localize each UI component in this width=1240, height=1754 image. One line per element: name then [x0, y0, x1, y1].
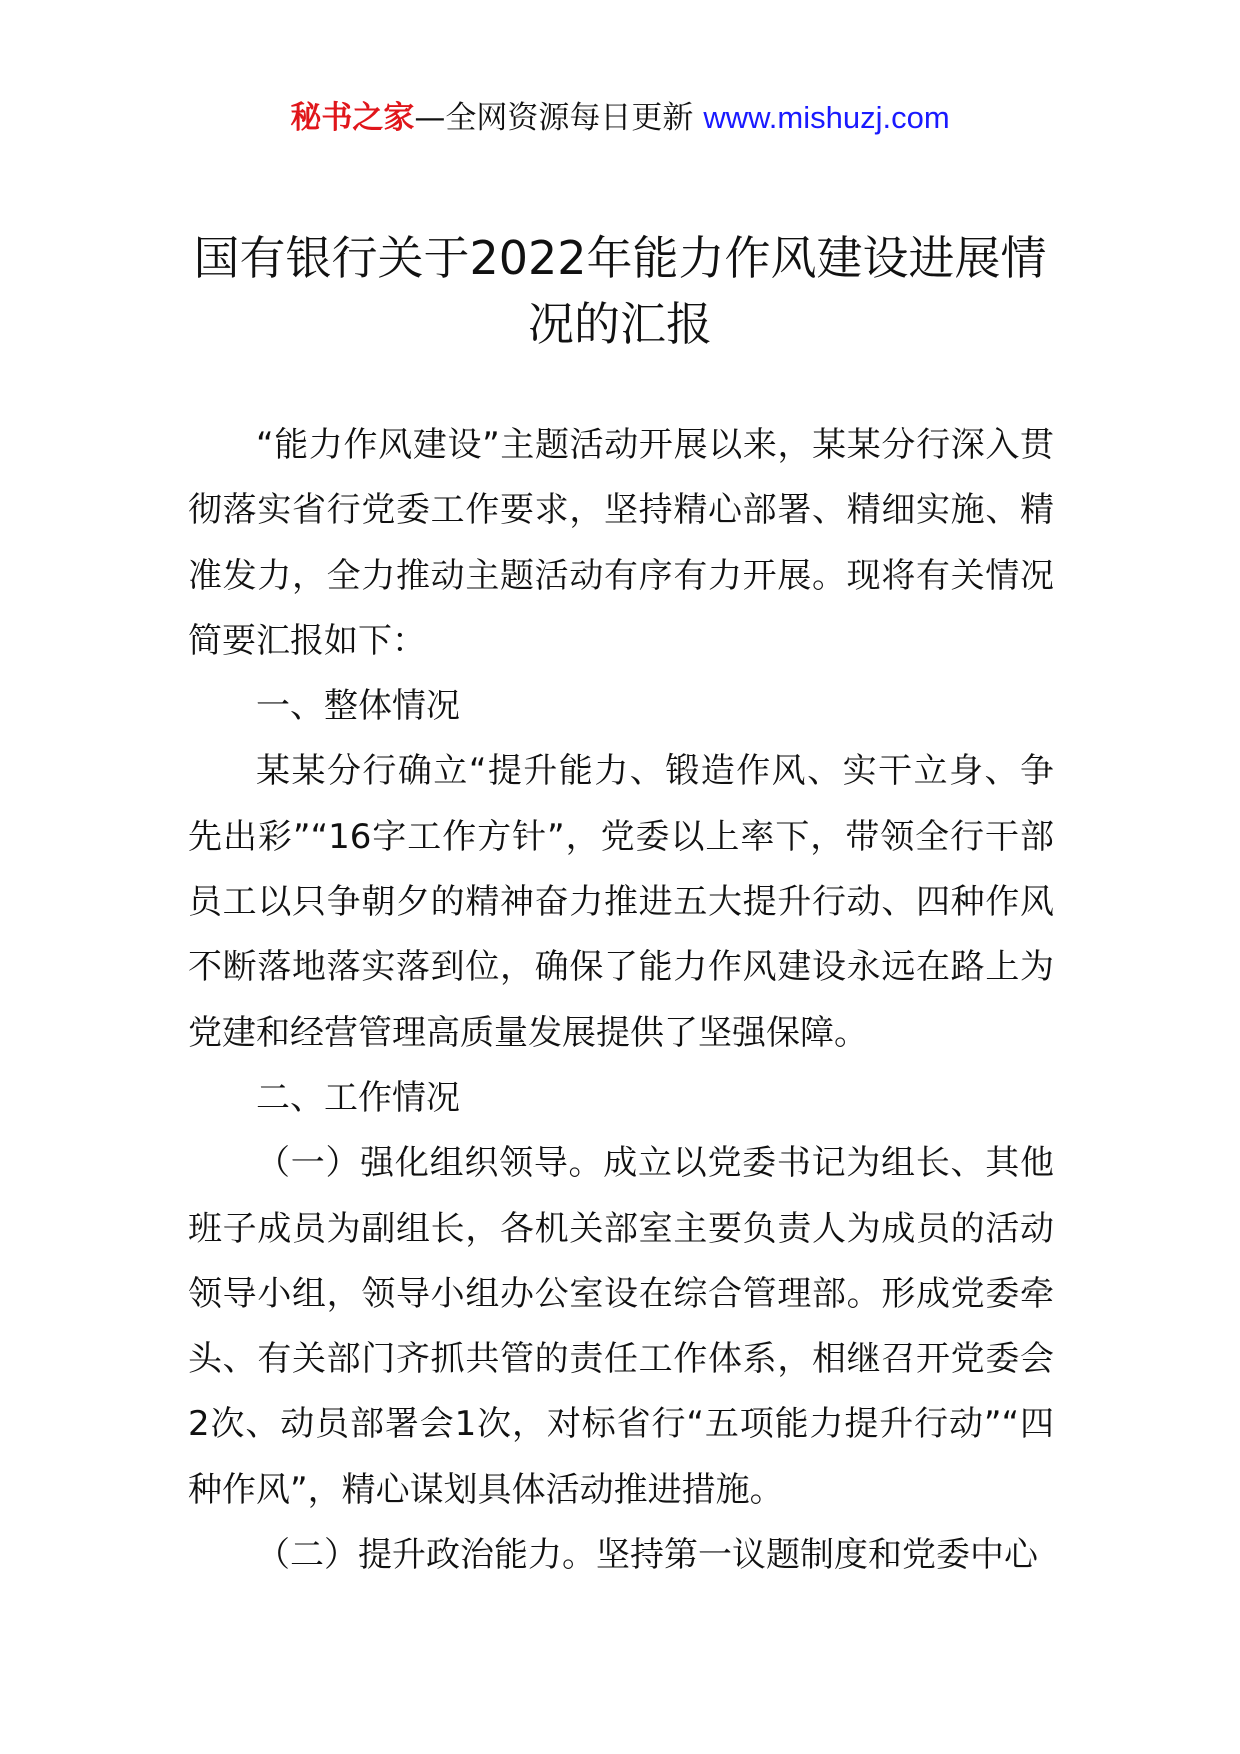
intro-paragraph: “能力作风建设”主题活动开展以来，某某分行深入贯彻落实省行党委工作要求，坚持精心部署、精细实施、精准发力，全力推动主题活动有序有力开展。现将有关情况简要汇报如下：	[188, 425, 1054, 661]
site-url-link[interactable]: www.mishuzj.com	[703, 100, 950, 135]
document-title: 国有银行关于2022年能力作风建设进展情况的汇报	[193, 231, 1047, 351]
work-paragraph-2: （二）提升政治能力。坚持第一议题制度和党委中心	[256, 1535, 1038, 1576]
work-paragraph-1: （一）强化组织领导。成立以党委书记为组长、其他班子成员为副组长，各机关部室主要负责人为成员的活动领导小组，领导小组办公室设在综合管理部。形成党委牵头、有关部门齐抓共管的责任工作体系，相继召开党委会2次、动员部署会1次，对标省行“五项能力提升行动”“四种作风”，精心谋划具体活动推进措施。	[188, 1143, 1054, 1510]
header-tagline: —全网资源每日更新	[414, 100, 694, 136]
section-heading-work: 二、工作情况	[256, 1077, 460, 1118]
overall-paragraph: 某某分行确立“提升能力、锻造作风、实干立身、争先出彩”“16字工作方针”，党委以上率下，带领全行干部员工以只争朝夕的精神奋力推进五大提升行动、四种作风不断落地落实落到位，确保了能力作风建设永远在路上为党建和经营管理高质量发展提供了坚强保障。	[188, 751, 1054, 1053]
document-body	[188, 413, 1054, 1588]
section-heading-overall: 一、整体情况	[256, 686, 460, 727]
brand-name: 秘书之家	[290, 100, 415, 136]
site-header	[0, 98, 1240, 138]
